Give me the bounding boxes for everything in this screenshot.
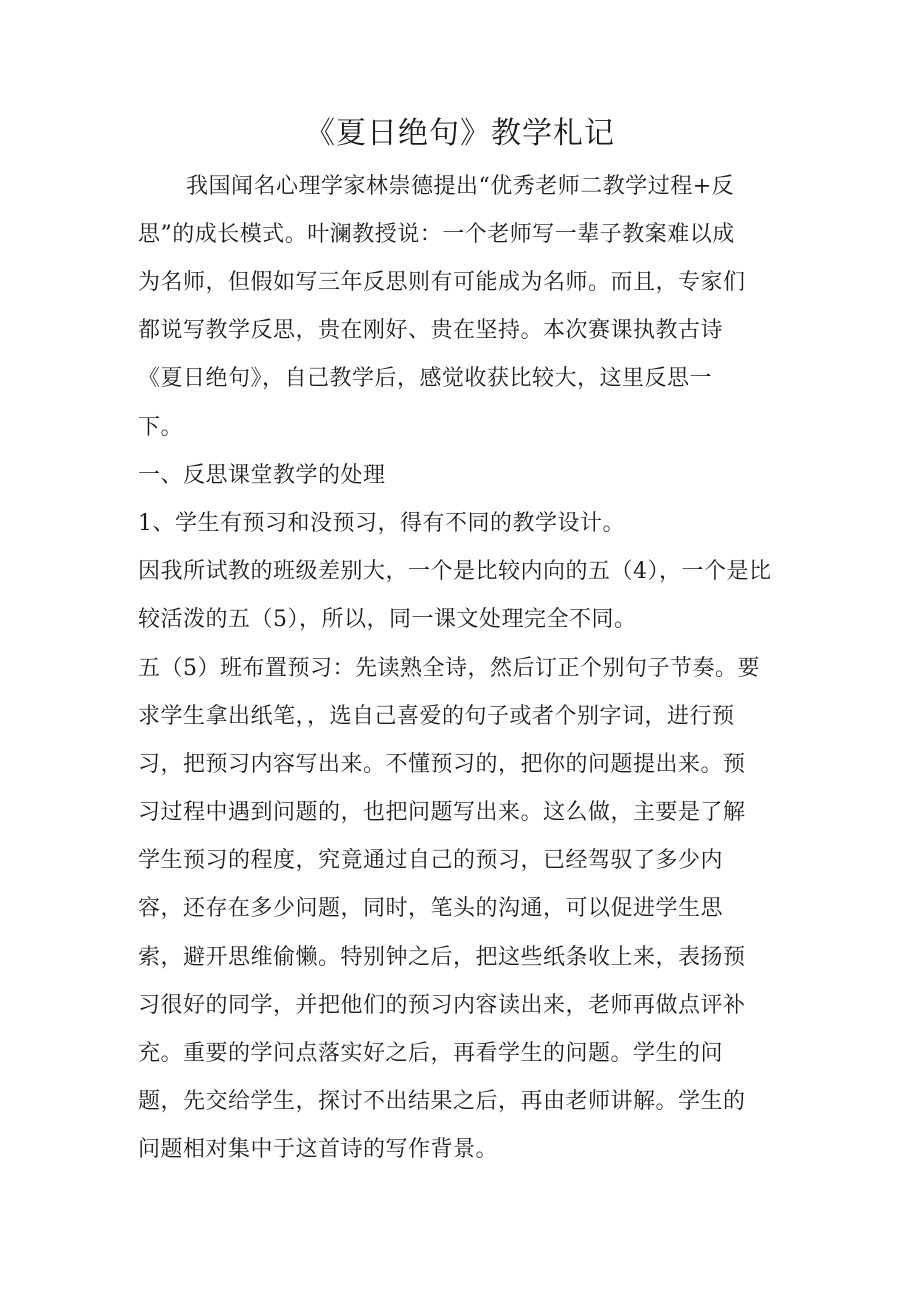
paragraph-line-14: 容，还存在多少问题，同时，笔头的沟通，可以促进学生思	[138, 896, 724, 921]
paragraph-line-18: 题，先交给学生，探讨不出结果之后，再由老师讲解。学生的	[138, 1089, 746, 1114]
subsection-heading-1: 1、学生有预习和没预习，得有不同的教学设计。	[138, 511, 625, 536]
paragraph-line-16: 习很好的同学，并把他们的预习内容读出来，老师再做点评补	[138, 993, 746, 1018]
paragraph-line-7: 因我所试教的班级差别大，一个是比较内向的五（4），一个是比	[138, 559, 772, 584]
paragraph-line-15: 索，避开思维偷懒。特别钟之后，把这些纸条收上来，表扬预	[138, 945, 746, 970]
paragraph-line-12: 习过程中遇到问题的，也把问题写出来。这么做，主要是了解	[138, 800, 746, 825]
paragraph-line-8: 较活泼的五（5），所以，同一课文处理完全不同。	[138, 607, 637, 632]
paragraph-line-1: 我国闻名心理学家林崇德提出“优秀老师二教学过程+反	[186, 174, 735, 199]
section-heading-1: 一、反思课堂教学的处理	[138, 463, 386, 488]
paragraph-line-3: 为名师，但假如写三年反思则有可能成为名师。而且，专家们	[138, 270, 746, 295]
paragraph-line-9: 五（5）班布置预习：先读熟全诗，然后订正个别句子节奏。要	[138, 656, 760, 681]
paragraph-line-11: 习，把预习内容写出来。不懂预习的，把你的问题提出来。预	[138, 752, 746, 777]
paragraph-line-6: 下。	[138, 415, 184, 440]
paragraph-line-17: 充。重要的学问点落实好之后，再看学生的问题。学生的问	[138, 1041, 724, 1066]
paragraph-line-13: 学生预习的程度，究竟通过自己的预习，已经驾驭了多少内	[138, 848, 724, 873]
paragraph-line-4: 都说写教学反思，贵在刚好、贵在坚持。本次赛课执教古诗	[138, 318, 724, 343]
paragraph-line-19: 问题相对集中于这首诗的写作背景。	[138, 1137, 499, 1162]
document-title: 《夏日绝句》教学札记	[305, 116, 615, 151]
paragraph-line-10: 求学生拿出纸笔，，选自己喜爱的句子或者个别字词，进行预	[138, 704, 735, 729]
paragraph-line-5: 《夏日绝句》，自己教学后，感觉收获比较大，这里反思一	[138, 366, 713, 391]
paragraph-line-2: 思”的成长模式。叶澜教授说：一个老师写一辈子教案难以成	[138, 222, 735, 247]
